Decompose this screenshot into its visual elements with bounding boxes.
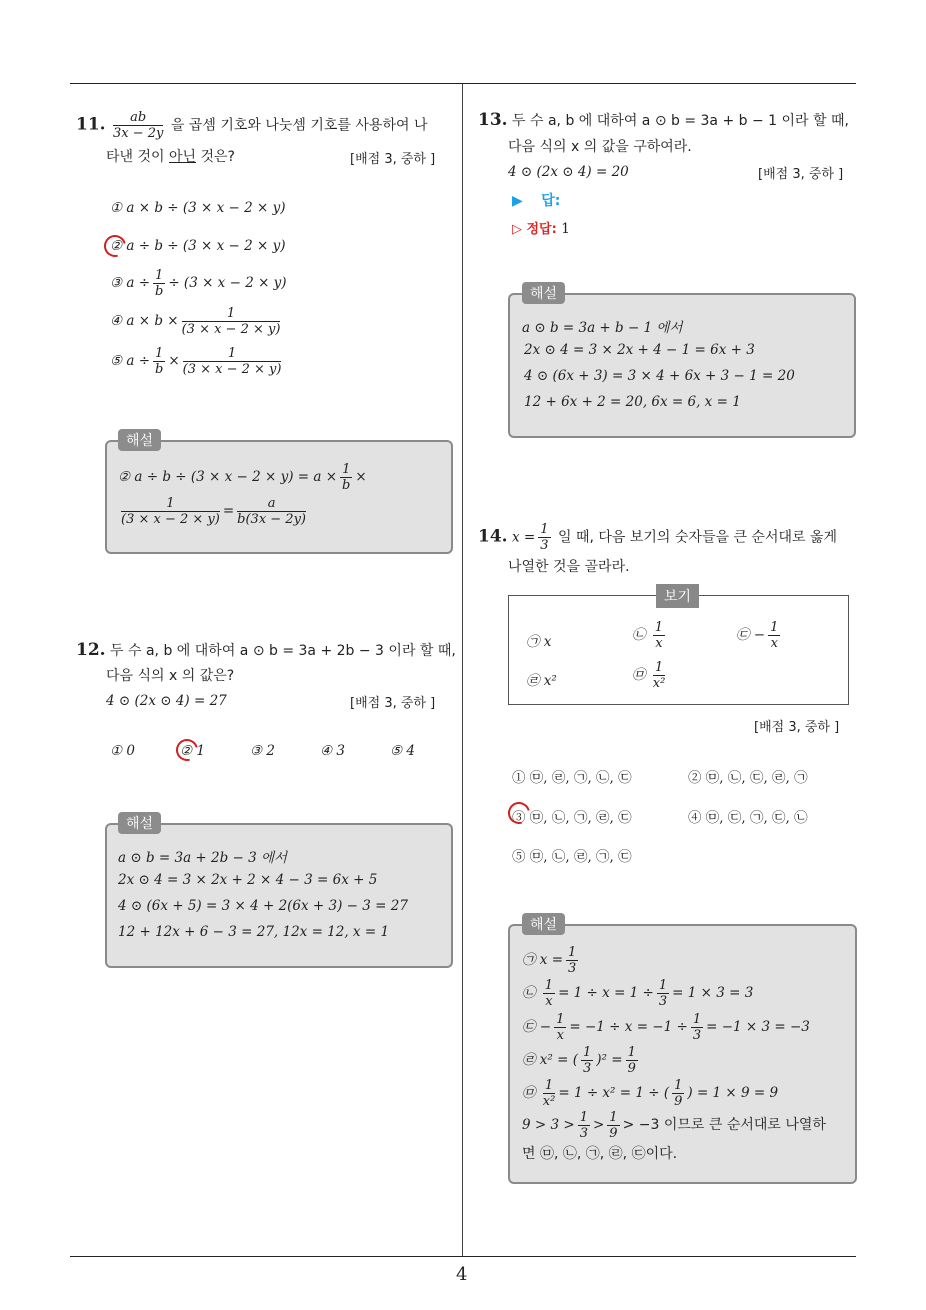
solution-box: [105, 823, 453, 968]
solution-line-3: 4 ⊙ (6x + 3) = 3 × 4 + 6x + 3 − 1 = 20: [524, 368, 795, 384]
solution-line-6: 9 > 3 > $\frac{1}{3}$ > $\frac{1}{9}$ > −3 이므로 큰 순서대로 나열하: [522, 1110, 826, 1141]
option-4[interactable]: ④ a × b × $\frac{1}{(3 \times x - 2 \times y)}$: [110, 306, 281, 337]
correct-answer-label: 정답:: [526, 222, 557, 237]
answer-row: [512, 190, 560, 210]
question-text-line2: 다음 식의 x 의 값을 구하여라.: [508, 139, 692, 155]
correct-answer-row: [512, 218, 570, 237]
solution-line-2: ㉡ $\frac{1}{x}$ = 1 ÷ x = 1 ÷ $\frac{1}{3}$ = 1 × 3 = 3: [522, 978, 754, 1009]
solution-line-4: ㉣ x² = ( $\frac{1}{3}$ )² = $\frac{1}{9}$: [522, 1045, 636, 1076]
score-label: [배점 3, 중하 ]: [350, 152, 436, 167]
solution-tag: 해설: [522, 282, 565, 304]
question-fraction: $\frac{ab}{3x - 2y}$: [113, 110, 164, 141]
question-text-line2: 다음 식의 x 의 값은?: [106, 668, 235, 684]
bottom-rule: [70, 1256, 856, 1257]
question-text-line2: 나열한 것을 골라라.: [508, 559, 630, 575]
score-label: [배점 3, 중하 ]: [350, 696, 436, 711]
example-item-4: ㉣ x²: [526, 673, 557, 689]
score-label: [배점 3, 중하 ]: [758, 167, 844, 182]
option-5[interactable]: ⑤ 4: [390, 743, 415, 759]
solution-line-2: 2x ⊙ 4 = 3 × 2x + 2 × 4 − 3 = 6x + 5: [118, 872, 378, 888]
solution-line-4: 12 + 6x + 2 = 20, 6x = 6, x = 1: [524, 394, 741, 410]
solution-line-1: a ⊙ b = 3a + b − 1 에서: [522, 320, 683, 336]
solution-line-3: 4 ⊙ (6x + 5) = 3 × 4 + 2(6x + 3) − 3 = 27: [118, 898, 408, 914]
solution-tag: 해설: [118, 429, 161, 451]
solution-line-7: 면 ㉤, ㉡, ㉠, ㉣, ㉢이다.: [522, 1146, 678, 1162]
option-1[interactable]: ① 0: [110, 743, 135, 759]
correct-answer-value: 1: [561, 221, 570, 237]
solution-box: [508, 293, 856, 438]
score-label: [배점 3, 중하 ]: [754, 720, 840, 735]
column-divider: [462, 84, 463, 1256]
example-box: [508, 595, 849, 705]
question-text: 두 수 a, b 에 대하여 a ⊙ b = 3a + b − 1 이라 할 때,: [512, 113, 849, 129]
option-5[interactable]: ⑤ a ÷ $\frac{1}{b}$ × $\frac{1}{(3 \times x - 2 \times y)}$: [110, 346, 282, 377]
page-number: 4: [456, 1264, 468, 1285]
solution-line-4: 12 + 12x + 6 − 3 = 27, 12x = 12, x = 1: [118, 924, 390, 940]
question-expression: 4 ⊙ (2x ⊙ 4) = 20: [508, 164, 629, 180]
question-number: 12.: [76, 640, 106, 660]
option-4[interactable]: ④ ㉤, ㉢, ㉠, ㉢, ㉡: [688, 810, 808, 826]
question-text: 두 수 a, b 에 대하여 a ⊙ b = 3a + 2b − 3 이라 할 때,: [110, 643, 456, 659]
answer-label: 답:: [541, 193, 561, 209]
option-2[interactable]: ② 1: [180, 743, 205, 759]
question-number: 11.: [76, 114, 106, 135]
option-5[interactable]: ⑤ ㉤, ㉡, ㉣, ㉠, ㉢: [512, 849, 632, 865]
option-1[interactable]: ① ㉤, ㉣, ㉠, ㉡, ㉢: [512, 770, 632, 786]
solution-line-1: ㉠ x = $\frac{1}{3}$: [522, 945, 577, 976]
play-icon: ▶: [512, 193, 523, 209]
option-3[interactable]: ③ ㉤, ㉡, ㉠, ㉣, ㉢: [512, 810, 632, 826]
solution-tag: 해설: [522, 913, 565, 935]
emphasis-not: 아닌: [169, 149, 197, 165]
solution-line-2: $\frac{1}{(3 \times x - 2 \times y)}$ = $\frac{a}{b(3x - 2y)}$: [121, 496, 306, 527]
question-text-line2: 타낸 것이 아닌 것은?: [106, 149, 235, 165]
solution-line-2: 2x ⊙ 4 = 3 × 2x + 4 − 1 = 6x + 3: [524, 342, 755, 358]
question-text: 일 때, 다음 보기의 숫자들을 큰 순서대로 옳게: [557, 529, 838, 546]
option-4[interactable]: ④ 3: [320, 743, 345, 759]
selected-answer-mark: [100, 231, 130, 261]
top-rule: [70, 83, 856, 84]
solution-line-5: ㉤ $\frac{1}{\text{x²}}$ = 1 ÷ x² = 1 ÷ ( $\frac{1}{9}$ ) = 1 × 9 = 9: [522, 1078, 779, 1109]
option-1[interactable]: ① a × b ÷ (3 × x − 2 × y): [110, 200, 286, 216]
example-item-3: ㉢ − $\frac{1}{x}$: [736, 620, 779, 651]
option-2[interactable]: ② ㉤, ㉡, ㉢, ㉣, ㉠: [688, 770, 808, 786]
question-number: 13.: [478, 110, 508, 130]
solution-tag: 해설: [118, 812, 161, 834]
outline-play-icon: ▷: [512, 222, 522, 237]
option-2[interactable]: ② a ÷ b ÷ (3 × x − 2 × y): [110, 238, 286, 254]
option-3[interactable]: ③ a ÷ $\frac{1}{b}$ ÷ (3 × x − 2 × y): [110, 268, 287, 299]
example-tag: 보기: [656, 584, 699, 608]
selected-answer-mark: [172, 735, 202, 765]
question-number: 14.: [478, 526, 508, 547]
solution-line-1: ② a ÷ b ÷ (3 × x − 2 × y) = a × $\frac{1}{b}$ ×: [118, 462, 367, 493]
solution-line-3: ㉢ − $\frac{1}{x}$ = −1 ÷ x = −1 ÷ $\frac{1}{3}$ = −1 × 3 = −3: [522, 1012, 810, 1043]
option-3[interactable]: ③ 2: [250, 743, 275, 759]
solution-line-1: a ⊙ b = 3a + 2b − 3 에서: [118, 850, 288, 866]
question-text: 을 곱셈 기호와 나눗셈 기호를 사용하여 나: [170, 117, 428, 134]
example-item-5: ㉤ $\frac{1}{\text{x²}}$: [632, 660, 666, 691]
example-item-1: ㉠ x: [526, 634, 552, 650]
question-expression: 4 ⊙ (2x ⊙ 4) = 27: [106, 693, 227, 709]
example-item-2: ㉡ $\frac{1}{x}$: [632, 620, 664, 651]
